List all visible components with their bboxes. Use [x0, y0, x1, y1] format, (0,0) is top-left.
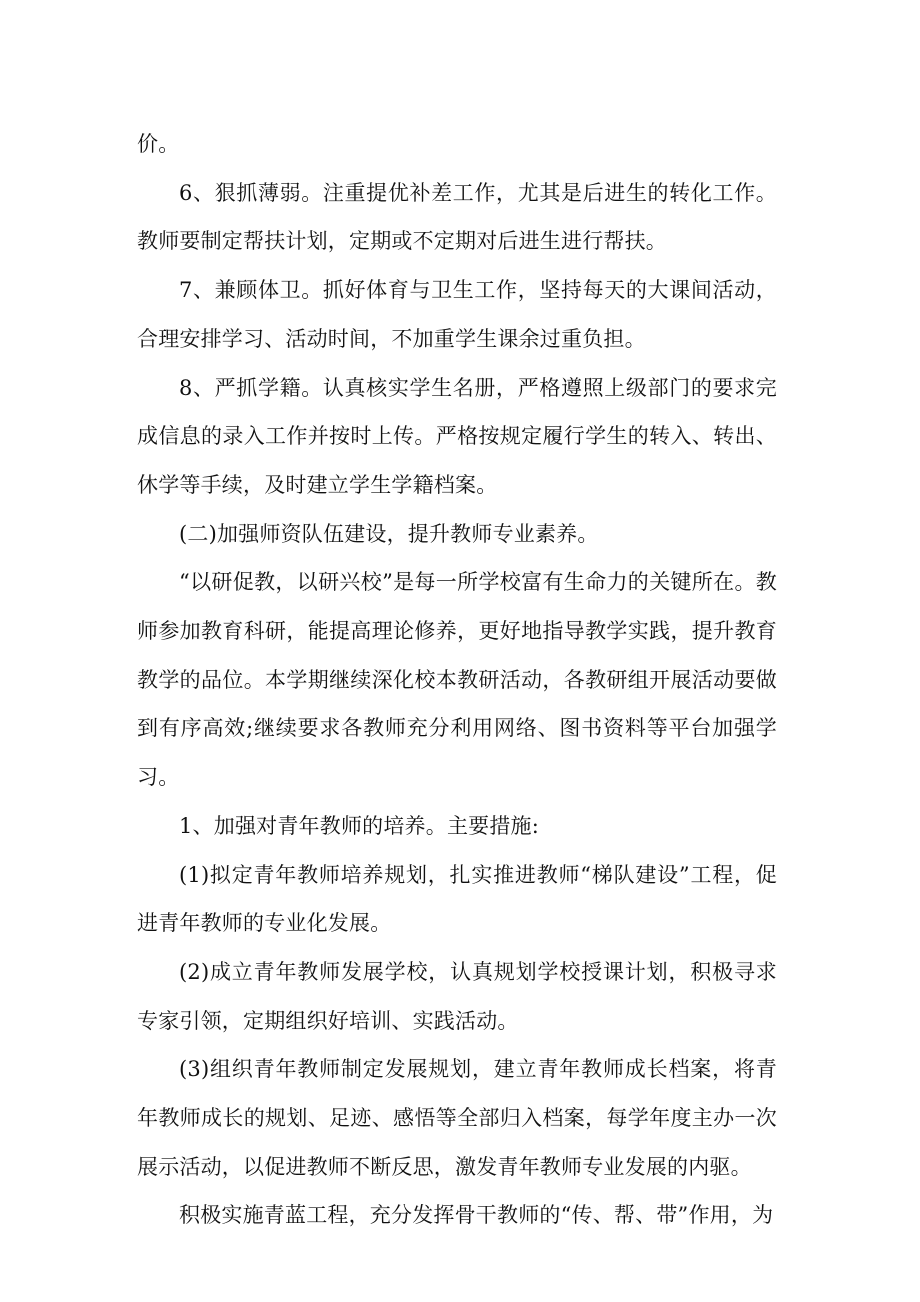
measure-2: (2)成立青年教师发展学校，认真规划学校授课计划，积极寻求专家引领，定期组织好培训、实践活动。: [137, 959, 777, 1033]
section-heading-2: (二)加强师资队伍建设，提升教师专业素养。: [179, 521, 599, 546]
document-body: [137, 120, 777, 1240]
paragraph-qinglan: 积极实施青蓝工程，充分发挥骨干教师的“传、帮、带”作用，为: [179, 1203, 774, 1228]
paragraph-item-8: 8、严抓学籍。认真核实学生名册，严格遵照上级部门的要求完成信息的录入工作并按时上传。严格按规定履行学生的转入、转出、休学等手续，及时建立学生学籍档案。: [137, 375, 777, 497]
paragraph-continuation: 价。: [137, 132, 180, 156]
subheading-young-teachers: 1、加强对青年教师的培养。主要措施:: [179, 813, 540, 838]
paragraph-item-7: 7、兼顾体卫。抓好体育与卫生工作，坚持每天的大课间活动，合理安排学习、活动时间，不加重学生课余过重负担。: [137, 278, 777, 351]
measure-1: (1)拟定青年教师培养规划，扎实推进教师“梯队建设”工程，促进青年教师的专业化发展。: [137, 862, 777, 936]
paragraph-research: “以研促教，以研兴校”是每一所学校富有生命力的关键所在。教师参加教育科研，能提高理论修养，更好地指导教学实践，提升教育教学的品位。本学期继续深化校本教研活动，各教研组开展活动要做到有序高效;继续要求各教师充分利用网络、图书资料等平台加强学习。: [137, 570, 777, 790]
paragraph-item-6: 6、狠抓薄弱。注重提优补差工作，尤其是后进生的转化工作。教师要制定帮扶计划，定期或不定期对后进生进行帮扶。: [137, 180, 777, 254]
measure-3: (3)组织青年教师制定发展规划，建立青年教师成长档案，将青年教师成长的规划、足迹、感悟等全部归入档案，每学年度主办一次展示活动，以促进教师不断反思，激发青年教师专业发展的内驱。: [137, 1057, 777, 1179]
